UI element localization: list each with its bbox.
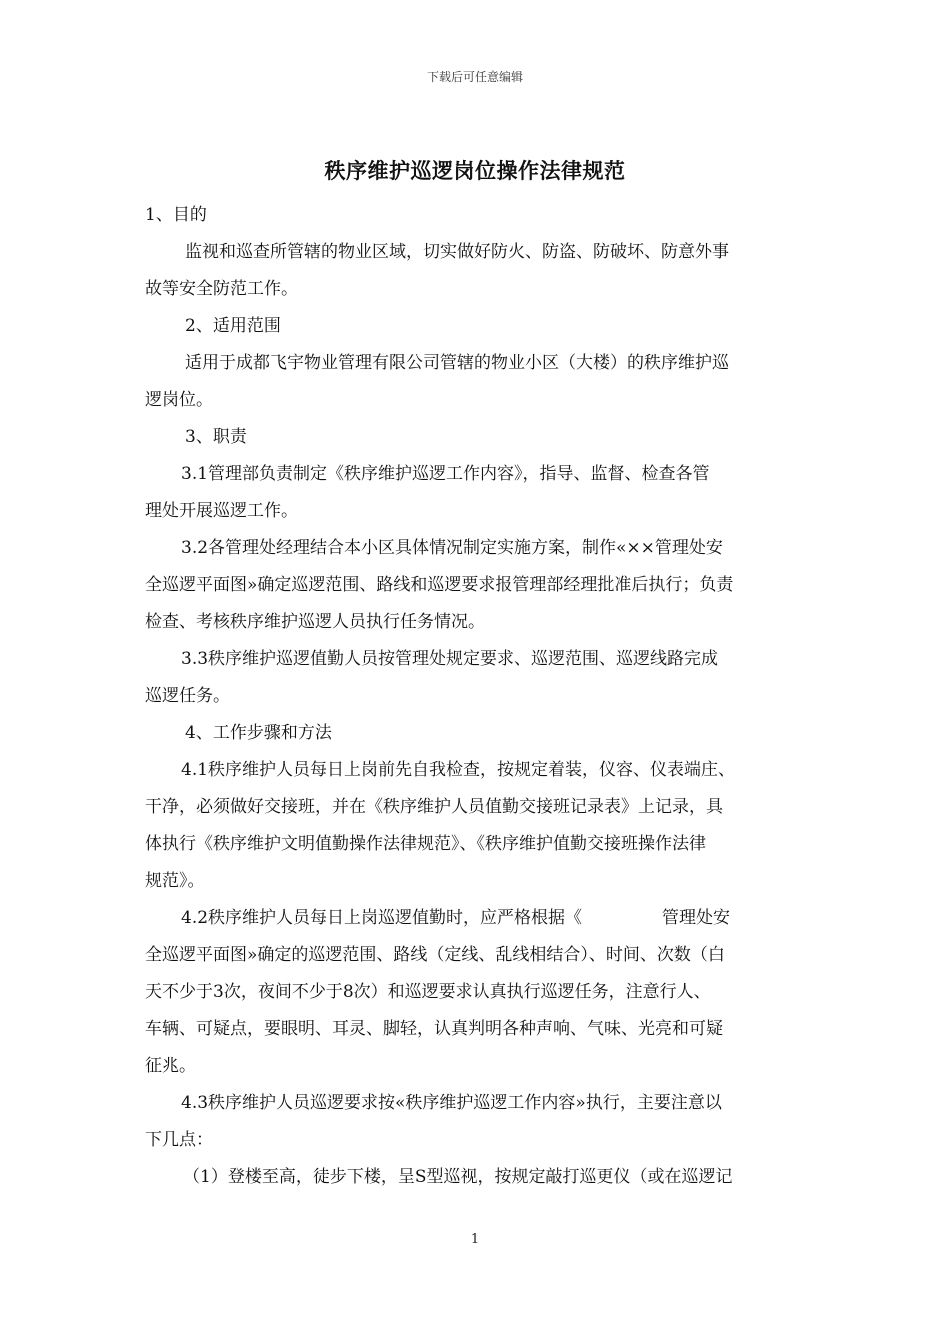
paragraph-line: 体执行《秩序维护文明值勤操作法律规范》、《秩序维护值勤交接班操作法律 [145,834,706,854]
paragraph-line-start: 4.2秩序维护人员每日上岗巡逻值勤时，应严格根据《 [181,908,583,928]
paragraph-line: 规范》。 [145,871,205,891]
paragraph-line: 逻岗位。 [145,390,213,410]
paragraph-line: 天不少于3次，夜间不少于8次）和巡逻要求认真执行巡逻任务，注意行人、 [145,982,711,1002]
paragraph-line: 监视和巡查所管辖的物业区域，切实做好防火、防盗、防破坏、防意外事 [185,242,729,262]
paragraph-line: 全巡逻平面图»确定巡逻范围、路线和巡逻要求报管理部经理批准后执行；负责 [145,575,734,595]
paragraph-line: 适用于成都飞宇物业管理有限公司管辖的物业小区（大楼）的秩序维护巡 [185,353,729,373]
paragraph-line: 3.1管理部负责制定《秩序维护巡逻工作内容》，指导、监督、检查各管 [181,464,710,484]
paragraph-line: 检查、考核秩序维护巡逻人员执行任务情况。 [145,612,485,632]
section-heading-duties: 3、职责 [185,427,247,447]
section-heading-steps: 4、工作步骤和方法 [185,723,332,743]
document-title: 秩序维护巡逻岗位操作法律规范 [324,159,626,183]
paragraph-line: 车辆、可疑点，要眼明、耳灵、脚轻，认真判明各种声响、气味、光亮和可疑 [145,1019,723,1039]
paragraph-line: 3.2各管理处经理结合本小区具体情况制定实施方案，制作«××管理处安 [181,538,723,558]
paragraph-line: 巡逻任务。 [145,686,230,706]
page-number: 1 [470,1232,480,1247]
header-note: 下载后可任意编辑 [426,70,523,84]
section-heading-purpose: 1、目的 [145,205,207,225]
paragraph-line: 全巡逻平面图»确定的巡逻范围、路线（定线、乱线相结合）、时间、次数（白 [145,945,725,965]
paragraph-line: 3.3秩序维护巡逻值勤人员按管理处规定要求、巡逻范围、巡逻线路完成 [181,649,719,669]
paragraph-line: 故等安全防范工作。 [145,279,298,299]
document-body [145,197,809,1196]
paragraph-line: （1）登楼至高，徒步下楼，呈S型巡视，按规定敲打巡更仪（或在巡逻记 [183,1167,733,1187]
paragraph-line: 4.1秩序维护人员每日上岗前先自我检查，按规定着装，仪容、仪表端庄、 [181,760,736,780]
paragraph-line: 征兆。 [145,1056,196,1076]
paragraph-line: 4.3秩序维护人员巡逻要求按«秩序维护巡逻工作内容»执行，主要注意以 [181,1093,722,1113]
section-heading-scope: 2、适用范围 [185,316,281,336]
paragraph-line: 下几点： [145,1130,213,1150]
paragraph-line [145,900,809,937]
paragraph-line-end: 管理处安 [662,908,731,928]
paragraph-line: 干净，必须做好交接班，并在《秩序维护人员值勤交接班记录表》上记录，具 [145,797,723,817]
paragraph-line: 理处开展巡逻工作。 [145,501,298,521]
